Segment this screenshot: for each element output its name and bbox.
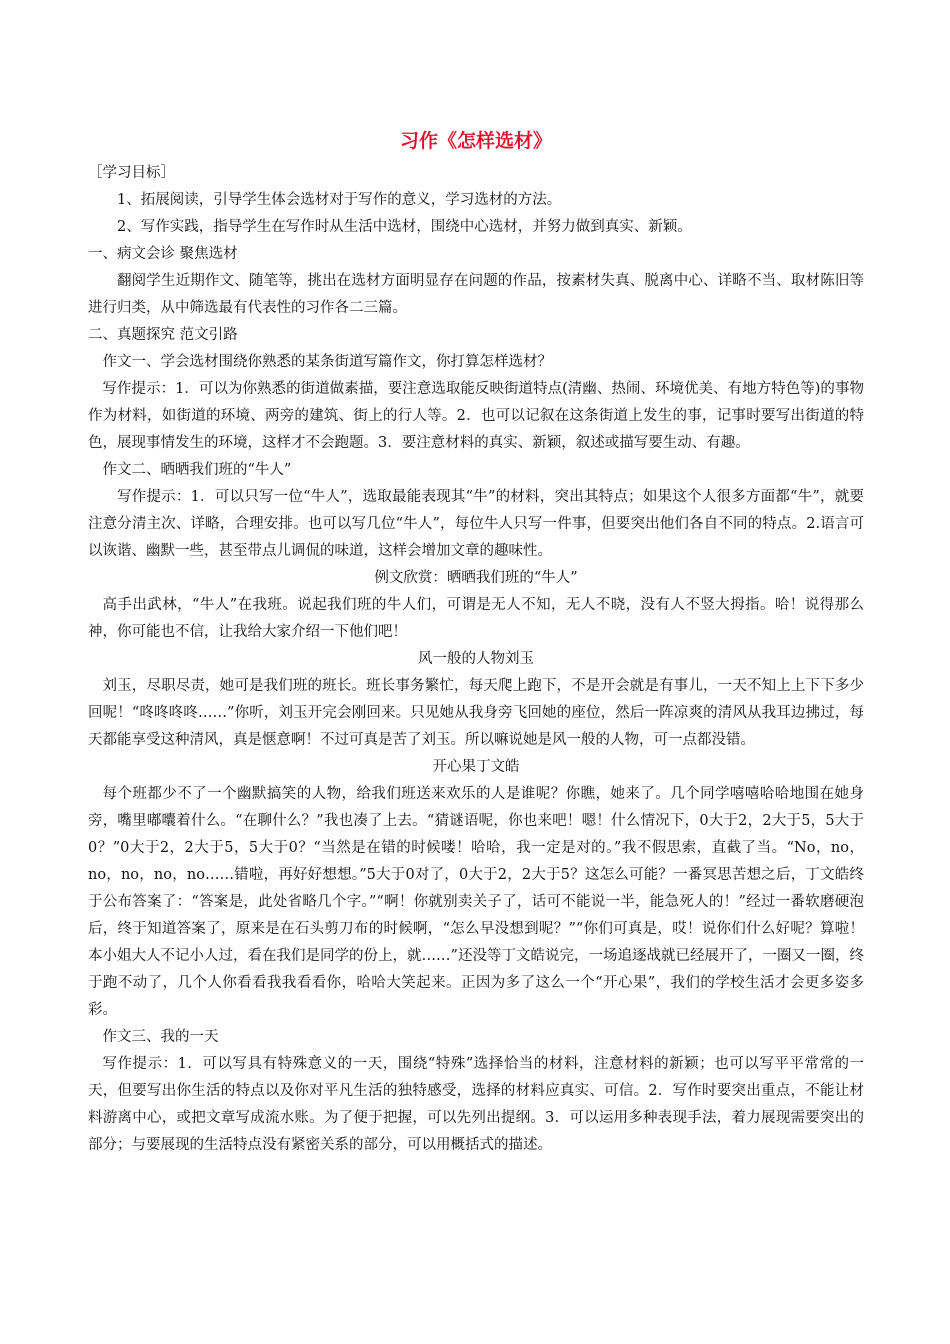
- subheading: 风一般的人物刘玉: [418, 651, 534, 667]
- section-paragraph: 翻阅学生近期作文、随笔等，挑出在选材方面明显存在问题的作品，按素材失真、脱离中心、详略不当、取材陈旧等进行归类，从中筛选最有代表性的习作各二三篇。: [88, 273, 864, 316]
- example-heading: 例文欣赏：晒晒我们班的“牛人”: [374, 570, 578, 586]
- goals-heading: ［学习目标］: [88, 165, 175, 181]
- goal-item: 1、拓展阅读，引导学生体会选材对于写作的意义，学习选材的方法。: [117, 192, 562, 208]
- page-title: 习作《怎样选材》: [399, 130, 552, 152]
- essay-title: 作文一、学会选材围绕你熟悉的某条街道写篇作文，你打算怎样选材？: [102, 354, 552, 370]
- essay-tips: 写作提示：1．可以为你熟悉的街道做素描，要注意选取能反映街道特点(清幽、热闹、环境优美、有地方特色等)的事物作为材料，如街道的环境、两旁的建筑、街上的行人等。2．也可以记叙在这条街道上发生的事，记事时要写出街道的特色，展现事情发生的环境，这样才不会跑题。3．要注意材料的真实、新颖，叙述或描写要生动、有趣。: [88, 381, 864, 451]
- section-heading: 一、病文会诊 聚焦选材: [88, 246, 238, 262]
- example-paragraph: 高手出武林，“牛人”在我班。说起我们班的牛人们，可谓是无人不知，无人不晓，没有人不竖大拇指。哈！说得那么神，你可能也不信，让我给大家介绍一下他们吧！: [88, 597, 864, 640]
- essay-title: 作文二、晒晒我们班的“牛人”: [102, 462, 292, 478]
- essay-tips: 写作提示：1．可以写具有特殊意义的一天，围绕“特殊”选择恰当的材料，注意材料的新颖；也可以写平平常常的一天，但要写出你生活的特点以及你对平凡生活的独特感受，选择的材料应真实、可信。2．写作时要突出重点，不能让材料游离中心，或把文章写成流水账。为了便于把握，可以先列出提纲。3．可以运用多种表现手法，着力展现需要突出的部分；与要展现的生活特点没有紧密关系的部分，可以用概括式的描述。: [88, 1056, 864, 1153]
- goal-item: 2、写作实践，指导学生在写作时从生活中选材，围绕中心选材，并努力做到真实、新颖。: [117, 219, 692, 235]
- essay-tips: 写作提示：1．可以只写一位“牛人”，选取最能表现其“牛”的材料，突出其特点；如果这个人很多方面都“牛”，就要注意分清主次、详略，合理安排。也可以写几位“牛人”，每位牛人只写一件事，但要突出他们各自不同的特点。2.语言可以诙谐、幽默一些，甚至带点儿调侃的味道，这样会增加文章的趣味性。: [88, 489, 864, 559]
- example-paragraph: 每个班都少不了一个幽默搞笑的人物，给我们班送来欢乐的人是谁呢？你瞧，她来了。几个同学嘻嘻哈哈地围在她身旁，嘴里嘟囔着什么。“在聊什么？”我也凑了上去。“猜谜语呢，你也来吧！嗯！什么情况下，0大于2，2大于5，5大于0？”0大于2，2大于5，5大于0？“当然是在错的时候喽！哈哈，我一定是对的。”我不假思索，直截了当。“No，no，no，no，no，no……错啦，再好好想想。”5大于0对了，0大于2，2大于5？这怎么可能？一番冥思苦想之后，丁文皓终于公布答案了：“答案是，此处省略几个字。”“啊！你就别卖关子了，话可不能说一半，能急死人的！”经过一番软磨硬泡后，终于知道答案了，原来是在石头剪刀布的时候啊，“怎么早没想到呢？”“你们可真是，哎！说你们什么好呢？算啦！本小姐大人不记小人过，看在我们是同学的份上，就……”还没等丁文皓说完，一场追逐战就已经展开了，一圈又一圈，终于跑不动了，几个人你看看我我看看你，哈哈大笑起来。正因为多了这么一个“开心果”，我们的学校生活才会更多姿多彩。: [88, 786, 864, 1018]
- document-page: [88, 128, 864, 1159]
- essay-title: 作文三、我的一天: [102, 1029, 219, 1045]
- subheading: 开心果丁文皓: [432, 759, 520, 775]
- section-heading: 二、真题探究 范文引路: [88, 327, 238, 343]
- example-paragraph: 刘玉，尽职尽责，她可是我们班的班长。班长事务繁忙，每天爬上跑下，不是开会就是有事儿，一天不知上上下下多少回呢！“咚咚咚咚……”你听，刘玉开完会刚回来。只见她从我身旁飞回她的座位，然后一阵凉爽的清风从我耳边拂过，每天都能享受这种清风，真是惬意啊！不过可真是苦了刘玉。所以嘛说她是风一般的人物，可一点都没错。: [88, 678, 864, 748]
